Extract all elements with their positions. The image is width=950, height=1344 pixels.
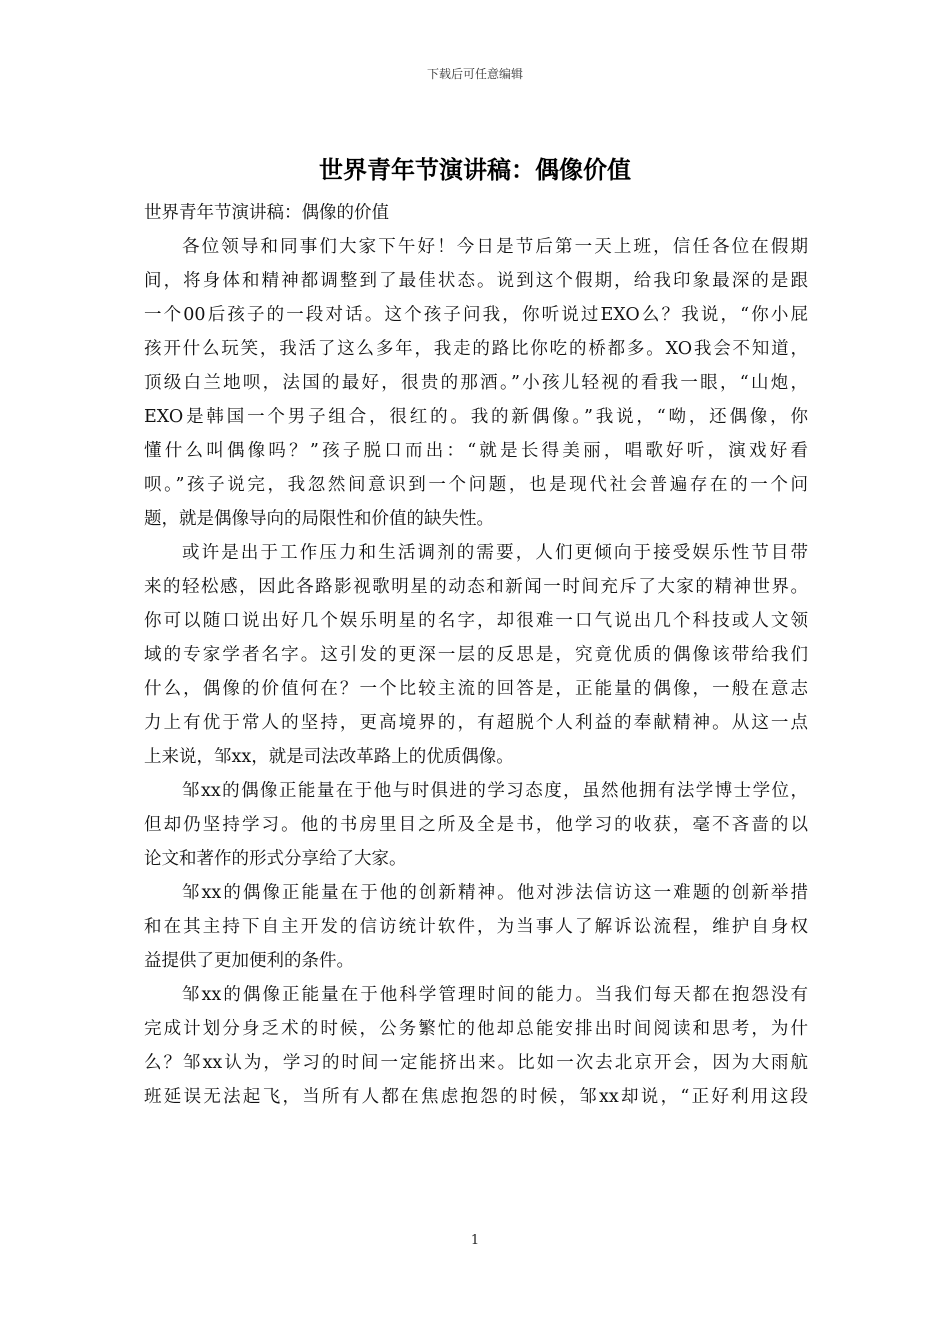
paragraph-1 <box>144 230 808 536</box>
paragraph-line: 班延误无法起飞，当所有人都在焦虑抱怨的时候，邹xx却说，“正好利用这段 <box>144 1087 808 1107</box>
paragraph-line: 懂什么叫偶像吗？”孩子脱口而出：“就是长得美丽，唱歌好听，演戏好看 <box>144 441 808 461</box>
paragraph-line: 间，将身体和精神都调整到了最佳状态。说到这个假期，给我印象最深的是跟 <box>144 271 808 291</box>
paragraph-line: 和在其主持下自主开发的信访统计软件，为当事人了解诉讼流程，维护自身权 <box>144 917 808 937</box>
paragraph-2 <box>144 536 808 774</box>
paragraph-line: EXO是韩国一个男子组合，很红的。我的新偶像。”我说，“呦，还偶像，你 <box>144 407 808 427</box>
document-subtitle: 世界青年节演讲稿：偶像的价值 <box>144 203 389 223</box>
paragraph-line: 你可以随口说出好几个娱乐明星的名字，却很难一口气说出几个科技或人文领 <box>144 611 808 631</box>
paragraph-line: 各位领导和同事们大家下午好！今日是节后第一天上班，信任各位在假期 <box>182 237 808 257</box>
paragraph-line: 邹xx的偶像正能量在于他的创新精神。他对涉法信访这一难题的创新举措 <box>182 883 808 903</box>
paragraph-line: 顶级白兰地呗，法国的最好，很贵的那酒。”小孩儿轻视的看我一眼，“山炮， <box>144 373 808 393</box>
paragraph-line: 一个00后孩子的一段对话。这个孩子问我，你听说过EXO么？我说，“你小屁 <box>144 305 808 325</box>
paragraph-line: 呗。”孩子说完，我忽然间意识到一个问题，也是现代社会普遍存在的一个问 <box>144 475 808 495</box>
paragraph-line: 上来说，邹xx，就是司法改革路上的优质偶像。 <box>144 747 514 767</box>
paragraph-line: 邹xx的偶像正能量在于他与时俱进的学习态度，虽然他拥有法学博士学位， <box>182 781 808 801</box>
paragraph-line: 邹xx的偶像正能量在于他科学管理时间的能力。当我们每天都在抱怨没有 <box>182 985 808 1005</box>
document-body <box>144 196 808 1114</box>
paragraph-line: 益提供了更加便利的条件。 <box>144 951 354 971</box>
document-title: 世界青年节演讲稿：偶像价值 <box>319 155 631 184</box>
paragraph-3 <box>144 774 808 876</box>
paragraph-line: 论文和著作的形式分享给了大家。 <box>144 849 407 869</box>
page-number: 1 <box>470 1233 480 1248</box>
header-note: 下载后可任意编辑 <box>426 67 523 81</box>
paragraph-line: 来的轻松感，因此各路影视歌明星的动态和新闻一时间充斥了大家的精神世界。 <box>144 577 808 597</box>
paragraph-line: 或许是出于工作压力和生活调剂的需要，人们更倾向于接受娱乐性节目带 <box>182 543 808 563</box>
paragraph-line: 但却仍坚持学习。他的书房里目之所及全是书，他学习的收获，毫不吝啬的以 <box>144 815 808 835</box>
paragraph-line: 力上有优于常人的坚持，更高境界的，有超脱个人利益的奉献精神。从这一点 <box>144 713 808 733</box>
paragraph-line: 完成计划分身乏术的时候，公务繁忙的他却总能安排出时间阅读和思考，为什 <box>144 1019 808 1039</box>
paragraph-line: 孩开什么玩笑，我活了这么多年，我走的路比你吃的桥都多。XO我会不知道， <box>144 339 808 359</box>
paragraph-line: 域的专家学者名字。这引发的更深一层的反思是，究竟优质的偶像该带给我们 <box>144 645 808 665</box>
paragraph-line: 么？邹xx认为，学习的时间一定能挤出来。比如一次去北京开会，因为大雨航 <box>144 1053 808 1073</box>
paragraph-line: 什么，偶像的价值何在？一个比较主流的回答是，正能量的偶像，一般在意志 <box>144 679 808 699</box>
paragraph-4 <box>144 876 808 978</box>
paragraph-line: 题，就是偶像导向的局限性和价值的缺失性。 <box>144 509 494 529</box>
paragraph-5 <box>144 978 808 1114</box>
